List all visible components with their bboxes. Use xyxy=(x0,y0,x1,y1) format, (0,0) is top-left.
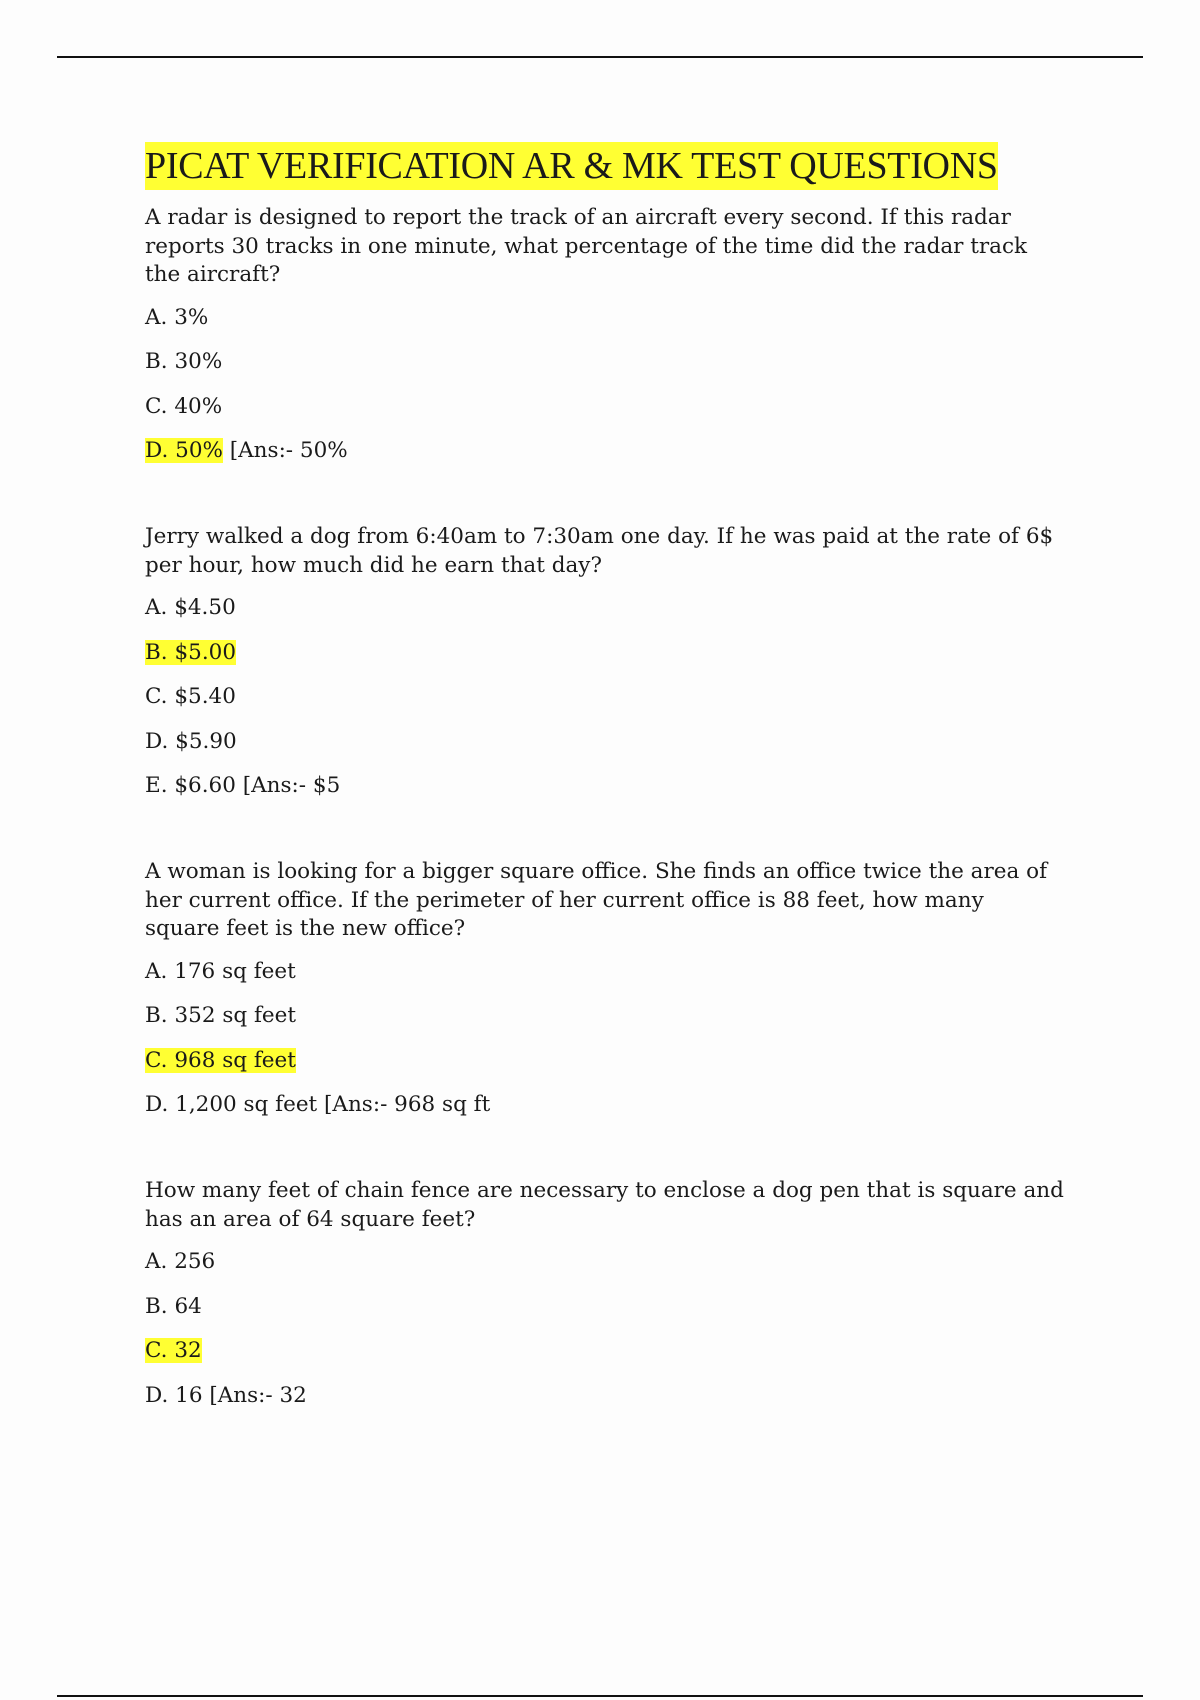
option-d: D. $5.90 xyxy=(145,728,237,754)
highlighted-correct-option: C. 32 xyxy=(145,1338,202,1363)
option-d xyxy=(145,437,1065,465)
footer-rule xyxy=(57,1695,1143,1697)
answer-note: [Ans:- 32 xyxy=(202,1382,307,1408)
highlighted-correct-option: B. $5.00 xyxy=(145,639,237,665)
option-c: C. $5.40 xyxy=(145,684,236,709)
document-body xyxy=(145,142,1065,1468)
option-a: A. 3% xyxy=(145,304,209,330)
option-d: D. 1,200 sq feet [Ans:- 968 sq ft xyxy=(145,1092,491,1117)
question-text: Jerry walked a dog from 6:40am to 7:30am one day. If he was paid at the rate of 6$ per hour, how much did he earn that day? xyxy=(145,524,1054,578)
question-1 xyxy=(145,204,1065,465)
highlighted-correct-option: C. 968 sq feet xyxy=(145,1047,296,1073)
question-text: A radar is designed to report the track of an aircraft every second. If this radar reports 30 tracks in one minute, what percentage of the time did the radar track the aircraft? xyxy=(145,205,1028,287)
option-b: B. 30% xyxy=(145,349,223,374)
option-c xyxy=(145,1047,1065,1075)
option-a: A. 176 sq feet xyxy=(145,958,296,984)
option-d: D. 16 [Ans:- 32 xyxy=(145,1382,307,1408)
question-2 xyxy=(145,523,1065,800)
option-c xyxy=(145,1337,1065,1365)
question-3 xyxy=(145,858,1065,1119)
option-b: B. 352 sq feet xyxy=(145,1003,297,1028)
option-c: C. 40% xyxy=(145,393,223,419)
answer-note: [Ans:- $5 xyxy=(235,773,341,798)
option-b xyxy=(145,639,1065,667)
answer-note: [Ans:- 50% xyxy=(222,438,348,463)
question-4 xyxy=(145,1177,1065,1410)
page-title: PICAT VERIFICATION AR & MK TEST QUESTIONS xyxy=(145,142,998,190)
question-text: A woman is looking for a bigger square office. She finds an office twice the area of her current office. If the perimeter of her current office is 88 feet, how many square feet is the new office? xyxy=(145,859,1048,941)
highlighted-correct-option: D. 50% xyxy=(145,438,223,463)
header-rule xyxy=(57,56,1143,58)
question-text: How many feet of chain fence are necessary to enclose a dog pen that is square and has an area of 64 square feet? xyxy=(145,1178,1064,1232)
option-b: B. 64 xyxy=(145,1293,202,1319)
option-a: A. 256 xyxy=(145,1249,216,1274)
option-a: A. $4.50 xyxy=(145,595,236,620)
option-e: E. $6.60 [Ans:- $5 xyxy=(145,773,341,798)
answer-note: [Ans:- 968 sq ft xyxy=(317,1092,491,1117)
